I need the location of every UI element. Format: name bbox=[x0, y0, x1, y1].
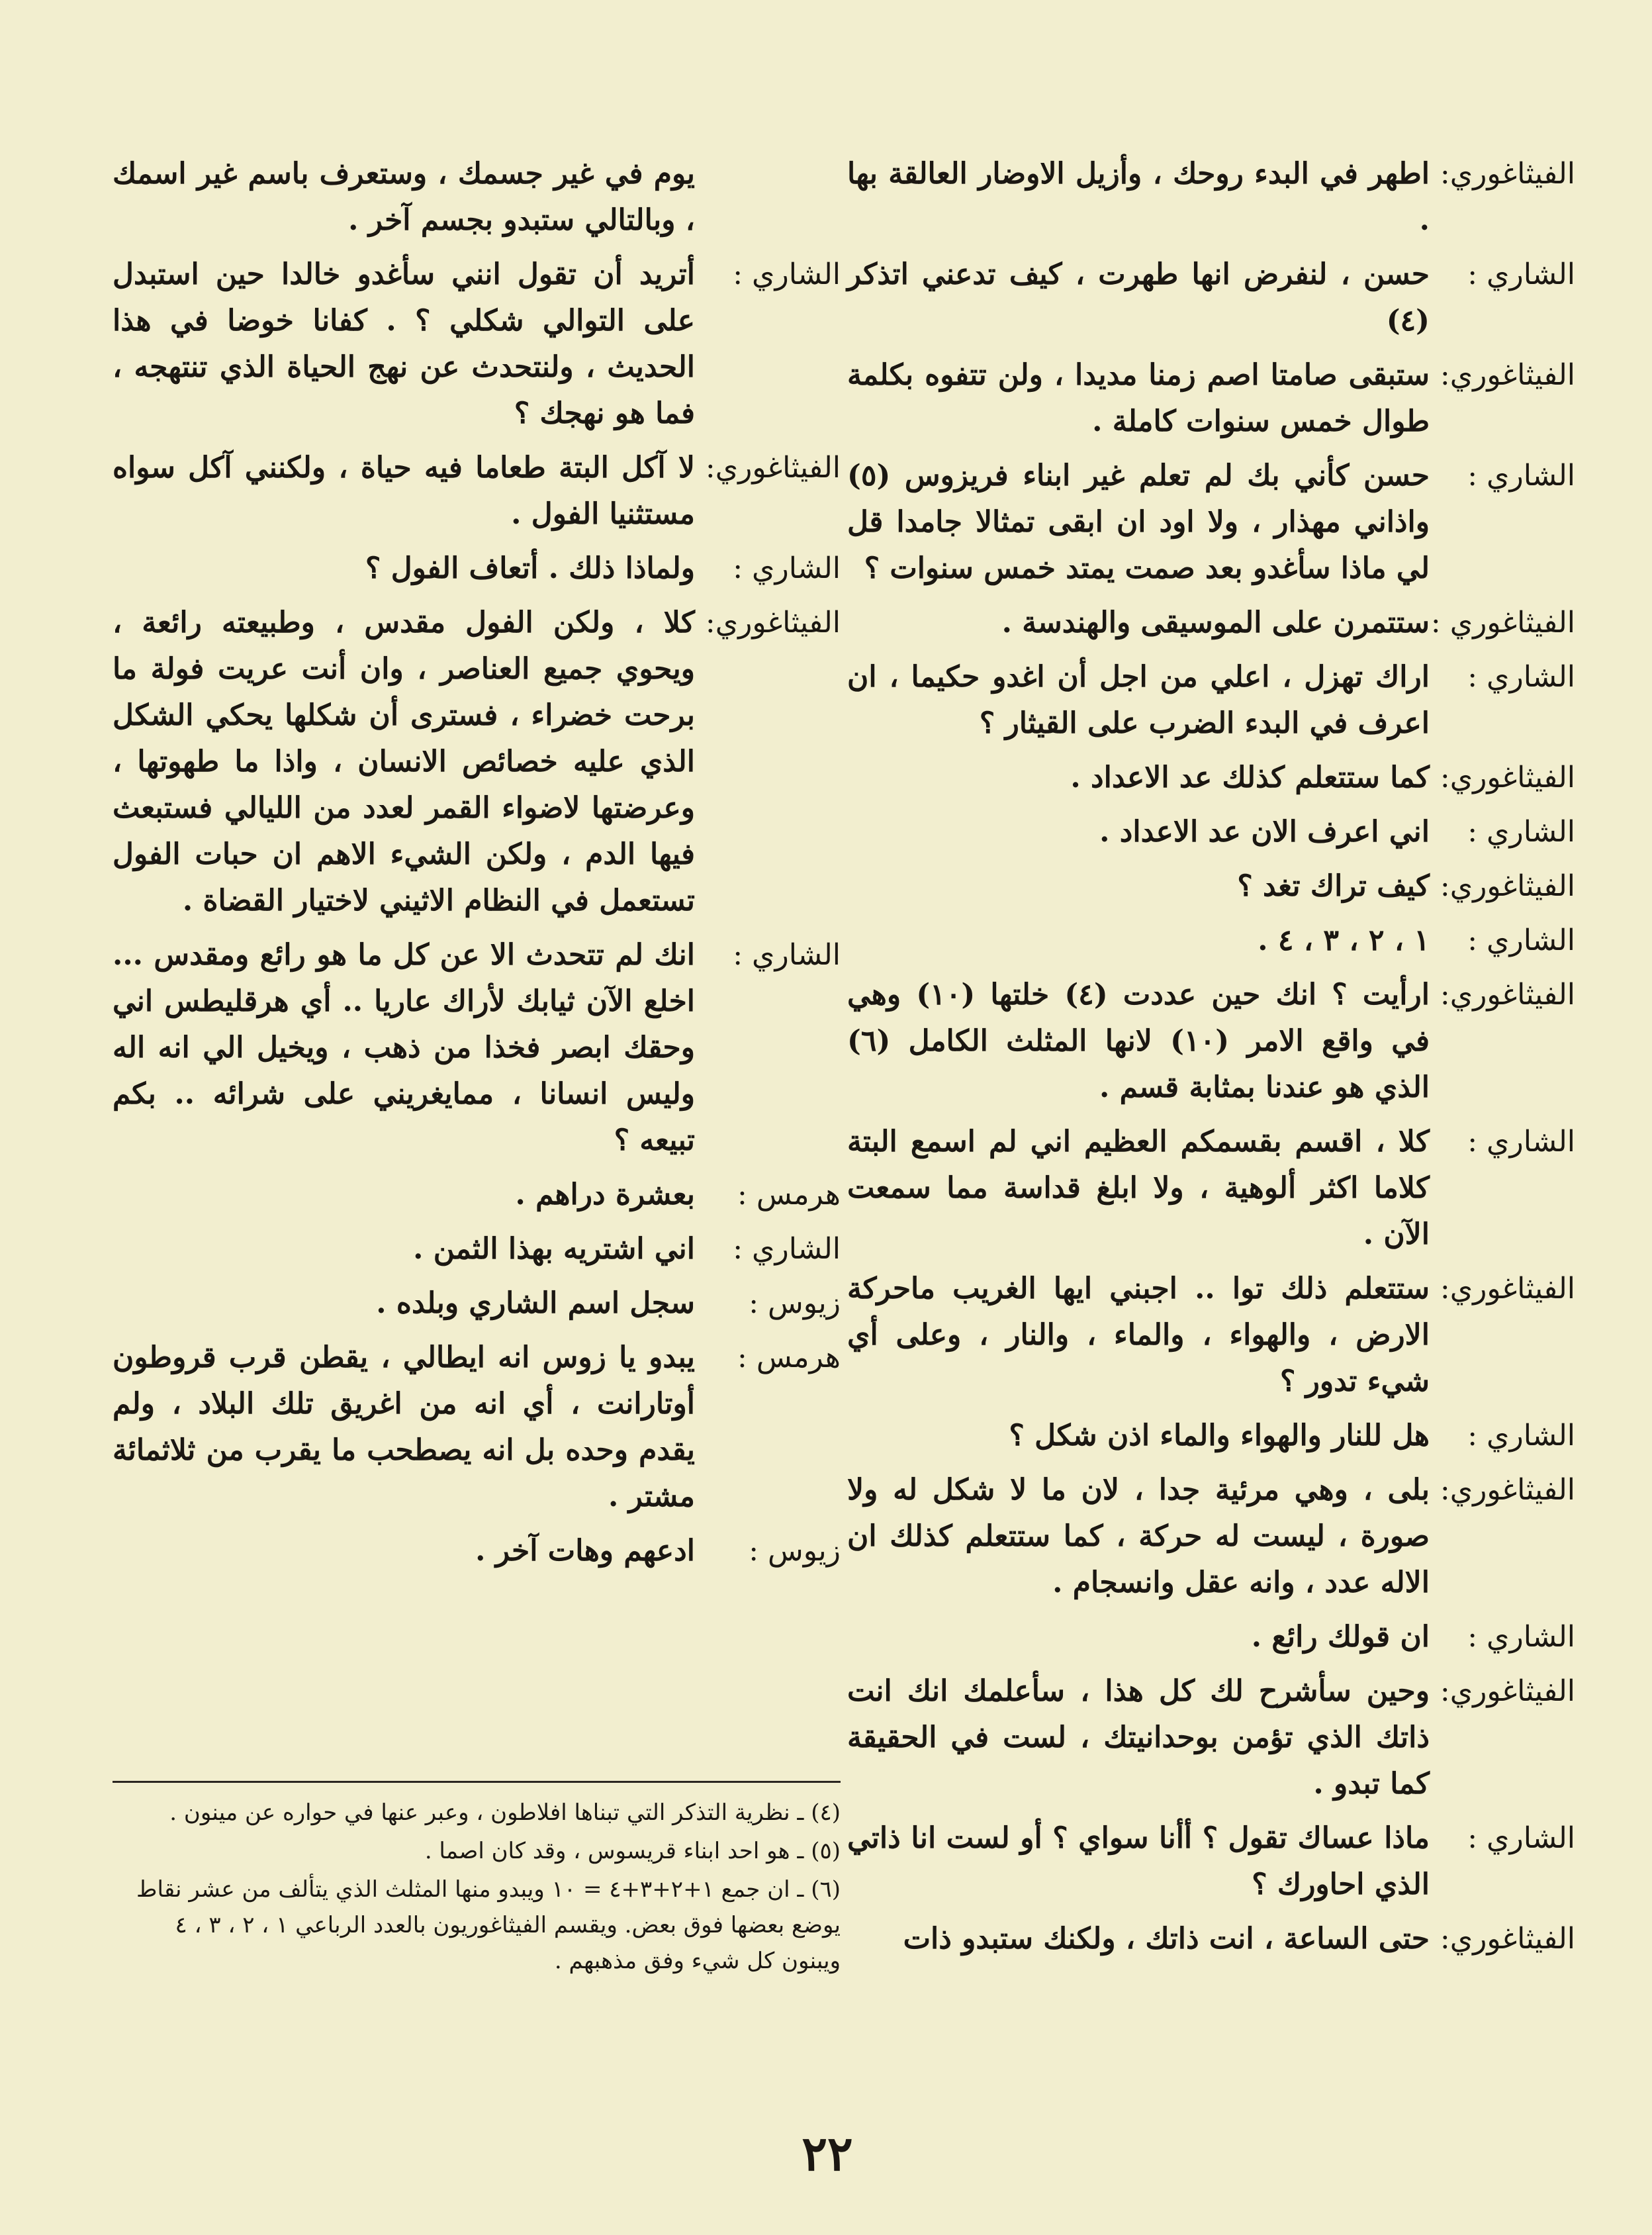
speaker-name: الفيثاغوري: bbox=[1440, 869, 1575, 903]
dialogue-entry bbox=[847, 755, 1575, 801]
dialogue-entry bbox=[847, 1815, 1575, 1908]
speaker-name: الفيثاغوري: bbox=[1440, 157, 1575, 191]
speaker-name: الشاري : bbox=[733, 1232, 841, 1266]
speaker-name: الفيثاغوري: bbox=[1440, 978, 1575, 1012]
speech-text: انك لم تتحدث الا عن كل ما هو رائع ومقدس ... اخلع الآن ثيابك لأراك عاريا .. أي هرقليطس اني وحقك ابصر فخذا من ذهب ، ويخيل الي انه اله وليس انسانا ، ممايغريني على شرائه .. بكم تبيعه ؟ bbox=[113, 938, 695, 1157]
dialogue-entry bbox=[113, 1172, 841, 1218]
speaker-name: زيوس : bbox=[749, 1534, 841, 1568]
footnote: (٥) ـ هو احد ابناء قريسوس ، وقد كان اصما . bbox=[424, 1838, 841, 1864]
dialogue-entry bbox=[113, 1335, 841, 1520]
speech-text: حتى الساعة ، انت ذاتك ، ولكنك ستبدو ذات bbox=[903, 1922, 1430, 1956]
dialogue-entry bbox=[847, 918, 1575, 964]
speech-text: ستبقى صامتا اصم زمنا مديدا ، ولن تتفوه بكلمة طوال خمس سنوات كاملة . bbox=[847, 358, 1430, 438]
dialogue-column-right bbox=[847, 151, 1575, 1970]
speaker-name: الفيثاغوري: bbox=[1440, 761, 1575, 794]
speaker-name: الشاري : bbox=[1467, 660, 1575, 694]
speech-text: ستتمرن على الموسيقى والهندسة . bbox=[1001, 606, 1430, 640]
speech-text: اطهر في البدء روحك ، وأزيل الاوضار العالقة بها . bbox=[847, 157, 1430, 237]
footnote: (٤) ـ نظرية التذكر التي تبناها افلاطون ، وعبر عنها في حواره عن مينون . bbox=[169, 1799, 841, 1826]
speech-text: كيف تراك تغد ؟ bbox=[1237, 869, 1430, 903]
speech-text: ان قولك رائع . bbox=[1251, 1620, 1430, 1654]
speech-text: بعشرة دراهم . bbox=[515, 1178, 695, 1212]
speaker-name: الشاري : bbox=[1467, 1821, 1575, 1855]
speech-text: ارأيت ؟ انك حين عددت (٤) خلتها (١٠) وهي في واقع الامر (١٠) لانها المثلث الكامل (٦) الذي هو عندنا بمثابة قسم . bbox=[847, 978, 1430, 1104]
speech-text: أتريد أن تقول انني سأغدو خالدا حين استبدل على التوالي شكلي ؟ . كفانا خوضا في هذا الحديث ، ولنتحدث عن نهج الحياة الذي تنتهجه ، فما هو نهجك ؟ bbox=[113, 258, 695, 430]
speaker-name: الفيثاغوري: bbox=[705, 606, 841, 640]
dialogue-entry bbox=[113, 1528, 841, 1574]
speaker-name: الشاري : bbox=[1467, 924, 1575, 957]
dialogue-entry bbox=[847, 809, 1575, 855]
speaker-name: الفيثاغوري: bbox=[1440, 1674, 1575, 1708]
speaker-name: الشاري : bbox=[733, 551, 841, 585]
speaker-name: هرمس : bbox=[737, 1341, 841, 1374]
dialogue-entry bbox=[847, 453, 1575, 592]
dialogue-entry bbox=[113, 445, 841, 538]
speaker-name: الشاري : bbox=[1467, 1620, 1575, 1654]
speech-text: هل للنار والهواء والماء اذن شكل ؟ bbox=[1009, 1419, 1430, 1452]
dialogue-entry bbox=[847, 1668, 1575, 1807]
speaker-name: زيوس : bbox=[749, 1286, 841, 1320]
speech-text: ماذا عساك تقول ؟ أأنا سواي ؟ أو لست انا ذاتي الذي احاورك ؟ bbox=[847, 1821, 1430, 1901]
speech-text: اني اعرف الان عد الاعداد . bbox=[1099, 815, 1430, 849]
dialogue-entry bbox=[847, 1614, 1575, 1660]
dialogue-entry bbox=[847, 151, 1575, 244]
dialogue-entry bbox=[113, 1280, 841, 1327]
speech-text: لا آكل البتة طعاما فيه حياة ، ولكنني آكل سواه مستثنيا الفول . bbox=[113, 451, 695, 531]
dialogue-entry bbox=[847, 863, 1575, 910]
dialogue-entry bbox=[847, 1916, 1575, 1962]
speaker-name: الشاري : bbox=[1467, 258, 1575, 291]
speech-text: كما ستتعلم كذلك عد الاعداد . bbox=[1070, 761, 1430, 794]
dialogue-entry bbox=[847, 1467, 1575, 1606]
dialogue-entry bbox=[847, 1413, 1575, 1459]
speaker-name: الفيثاغوري : bbox=[1430, 606, 1575, 640]
dialogue-entry bbox=[847, 600, 1575, 646]
speaker-name: الفيثاغوري: bbox=[1440, 1473, 1575, 1507]
dialogue-entry bbox=[113, 932, 841, 1164]
speech-text: يبدو يا زوس انه ايطالي ، يقطن قرب قروطون أوتارانت ، أي انه من اغريق تلك البلاد ، ولم يقدم وحده بل انه يصطحب ما يقرب من ثلاثمائة مشتر . bbox=[113, 1341, 695, 1513]
dialogue-entry bbox=[847, 1119, 1575, 1258]
speech-text: اراك تهزل ، اعلي من اجل أن اغدو حكيما ، ان اعرف في البدء الضرب على القيثار ؟ bbox=[847, 660, 1430, 740]
dialogue-column-left bbox=[113, 151, 841, 1582]
speech-text: يوم في غير جسمك ، وستعرف باسم غير اسمك ، وبالتالي ستبدو بجسم آخر . bbox=[113, 157, 695, 237]
dialogue-entry bbox=[847, 972, 1575, 1111]
speaker-name: الشاري : bbox=[1467, 459, 1575, 493]
speaker-name: الفيثاغوري: bbox=[1440, 1922, 1575, 1956]
speech-text: كلا ، اقسم بقسمكم العظيم اني لم اسمع البتة كلاما اكثر ألوهية ، ولا ابلغ قداسة مما سمعت الآن . bbox=[847, 1125, 1430, 1251]
dialogue-entry bbox=[113, 151, 841, 244]
dialogue-entry bbox=[847, 654, 1575, 747]
speech-text: ولماذا ذلك . أتعاف الفول ؟ bbox=[365, 551, 695, 585]
speaker-name: الشاري : bbox=[733, 938, 841, 972]
speaker-name: هرمس : bbox=[737, 1178, 841, 1212]
speaker-name: الشاري : bbox=[1467, 1125, 1575, 1159]
dialogue-entry bbox=[113, 1226, 841, 1272]
speech-text: ١ ، ٢ ، ٣ ، ٤ . bbox=[1258, 924, 1430, 957]
speaker-name: الفيثاغوري: bbox=[1440, 1272, 1575, 1306]
dialogue-entry bbox=[847, 1266, 1575, 1405]
speech-text: بلى ، وهي مرئية جدا ، لان ما لا شكل له ولا صورة ، ليست له حركة ، كما ستتعلم كذلك ان الاله عدد ، وانه عقل وانسجام . bbox=[847, 1473, 1430, 1599]
dialogue-entry bbox=[847, 252, 1575, 344]
speech-text: ادعهم وهات آخر . bbox=[475, 1534, 695, 1568]
footnote: (٦) ـ ان جمع ١+٢+٣+٤ = ١٠ ويبدو منها المثلث الذي يتألف من عشر نقاط يوضع بعضها فوق بعض. ويقسم الفيثاغوريون بالعدد الرباعي ١ ، ٢ ، ٣ ، ٤ ويبنون كل شيء وفق مذهبهم . bbox=[136, 1876, 841, 1974]
speech-text: حسن ، لنفرض انها طهرت ، كيف تدعني اتذكر (٤) bbox=[847, 258, 1430, 338]
dialogue-entry bbox=[113, 252, 841, 437]
speech-text: حسن كأني بك لم تعلم غير ابناء فريزوس (٥) واذاني مهذار ، ولا اود ان ابقى تمثالا جامدا قل لي ماذا سأغدو بعد صمت يمتد خمس سنوات ؟ bbox=[847, 459, 1430, 585]
speaker-name: الشاري : bbox=[733, 258, 841, 291]
speech-text: كلا ، ولكن الفول مقدس ، وطبيعته رائعة ، ويحوي جميع العناصر ، وان أنت عريت فولة ما برحت خضراء ، فسترى أن شكلها يحكي الشكل الذي عليه خصائص الانسان ، واذا ما طهوتها ، وعرضتها لاضواء القمر لعدد من الليالي فستبعث فيها الدم ، ولكن الشيء الاهم ان حبات الفول تستعمل في النظام الاثيني لاختيار القضاة . bbox=[113, 606, 695, 918]
speaker-name: الفيثاغوري: bbox=[705, 451, 841, 485]
speaker-name: الشاري : bbox=[1467, 1419, 1575, 1452]
speech-text: سجل اسم الشاري وبلده . bbox=[376, 1286, 695, 1320]
speech-text: اني اشتريه بهذا الثمن . bbox=[413, 1232, 695, 1266]
page-number: ٢٢ bbox=[802, 2125, 853, 2181]
speech-text: ستتعلم ذلك توا .. اجبني ايها الغريب ماحركة الارض ، والهواء ، والماء ، والنار ، وعلى أي شيء تدور ؟ bbox=[847, 1272, 1430, 1398]
speaker-name: الشاري : bbox=[1467, 815, 1575, 849]
speaker-name: الفيثاغوري: bbox=[1440, 358, 1575, 392]
dialogue-entry bbox=[113, 546, 841, 592]
footnotes bbox=[113, 1781, 841, 1981]
dialogue-entry bbox=[847, 352, 1575, 445]
dialogue-entry bbox=[113, 600, 841, 924]
speech-text: وحين سأشرح لك كل هذا ، سأعلمك انك انت ذاتك الذي تؤمن بوحدانيتك ، لست في الحقيقة كما تبدو . bbox=[847, 1674, 1430, 1801]
